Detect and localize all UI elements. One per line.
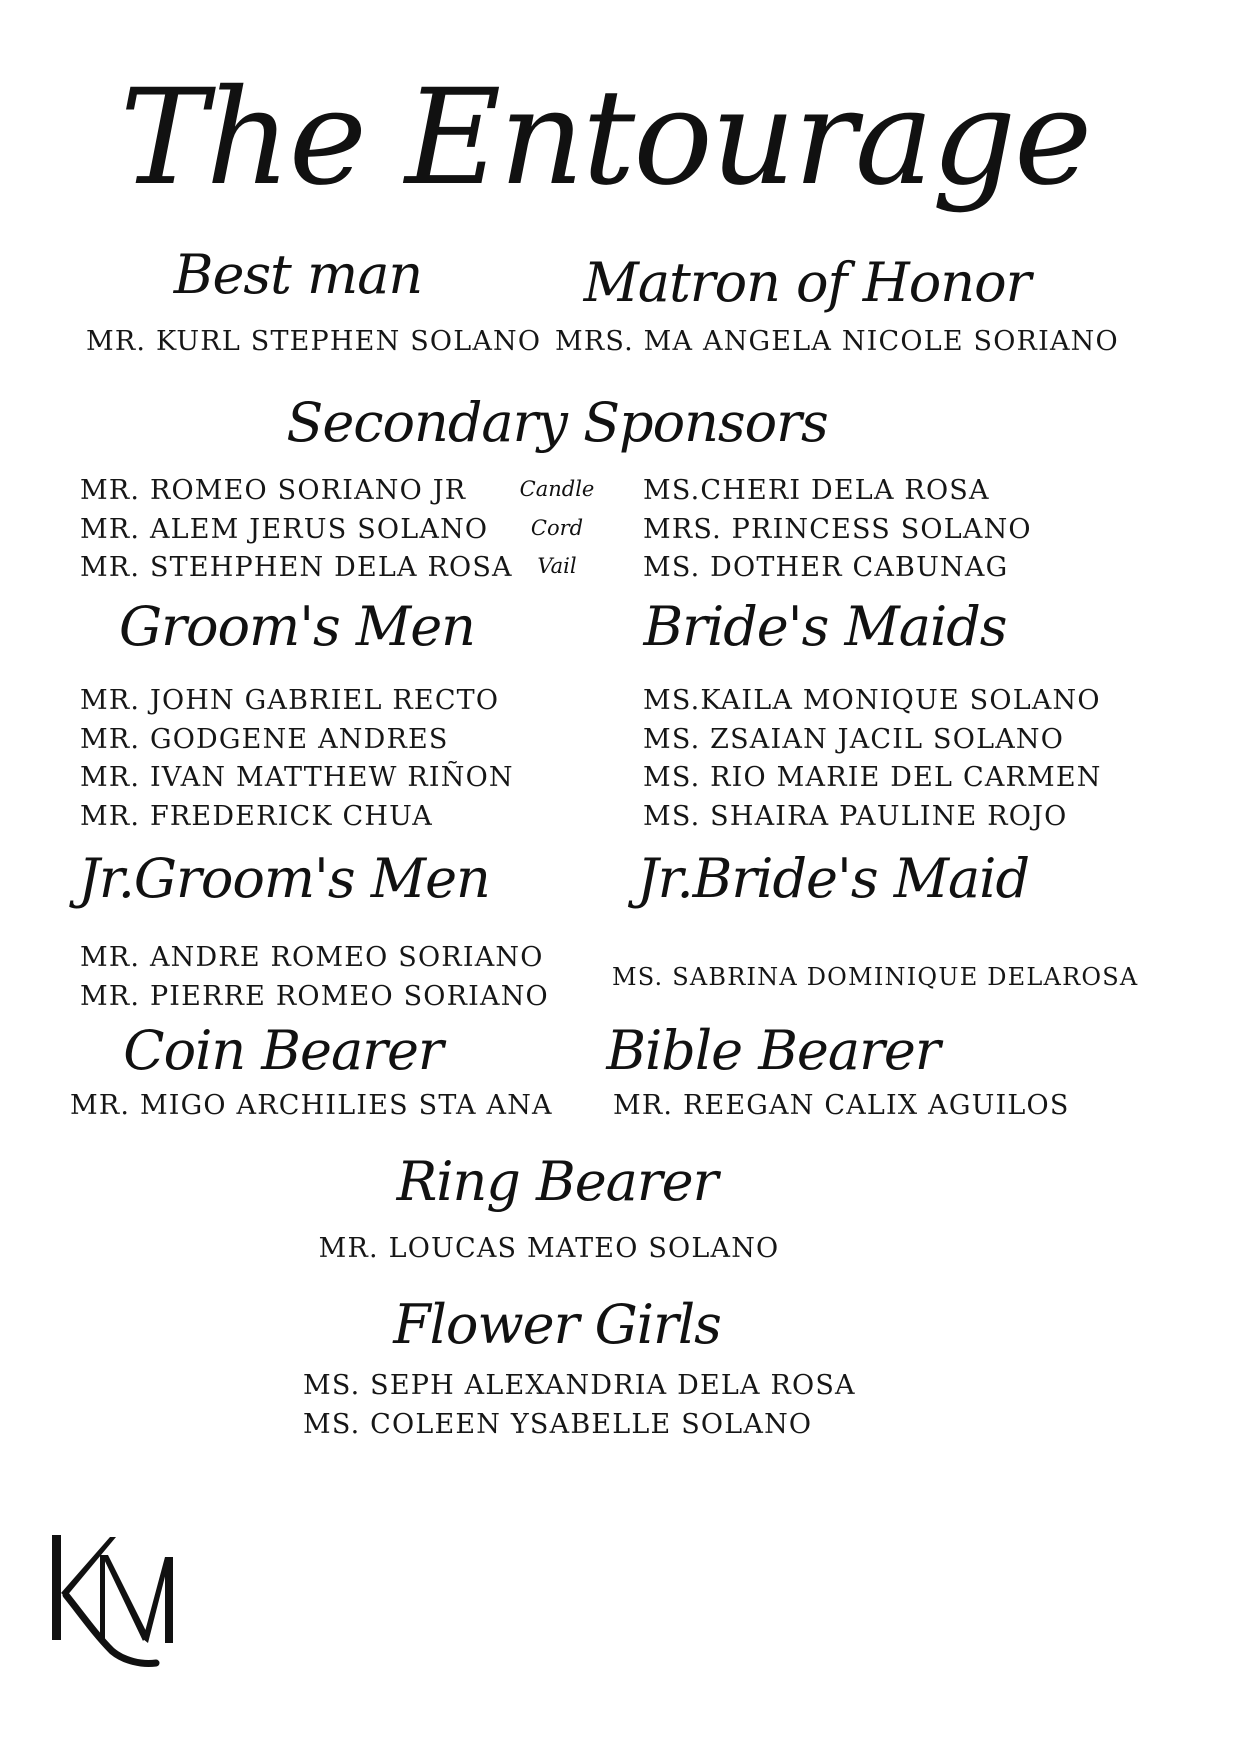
jr-brides-maid-list: [612, 958, 1138, 997]
list-item: MS. COLEEN YSABELLE SOLANO: [303, 1408, 813, 1440]
matron-of-honor-heading: Matron of Honor: [583, 251, 1031, 314]
list-item: MR. MIGO ARCHILIES STA ANA: [70, 1090, 553, 1121]
list-item: MR. IVAN MATTHEW RIÑON: [80, 762, 514, 793]
jr-grooms-men-heading: Jr.Groom's Men: [78, 847, 490, 910]
list-item: MS. RIO MARIE DEL CARMEN: [643, 762, 1102, 793]
page-title: The Entourage: [119, 61, 1091, 215]
list-item: MR. KURL STEPHEN SOLANO: [86, 326, 542, 357]
bible-bearer-heading: Bible Bearer: [606, 1019, 940, 1082]
best-man-heading: Best man: [173, 243, 423, 306]
coin-bearer-heading: Coin Bearer: [123, 1019, 443, 1082]
secondary-sponsors-items: [502, 470, 612, 586]
list-item: MR. FREDERICK CHUA: [80, 800, 433, 832]
list-item: MR. ANDRE ROMEO SORIANO: [80, 942, 544, 973]
list-item: MS. SEPH ALEXANDRIA DELA ROSA: [303, 1370, 856, 1401]
secondary-sponsors-heading: Secondary Sponsors: [286, 391, 828, 454]
list-item: MS.KAILA MONIQUE SOLANO: [643, 685, 1101, 716]
list-item: MR. PIERRE ROMEO SORIANO: [80, 980, 549, 1012]
brides-maids-list: [643, 682, 1102, 836]
secondary-sponsors-right-list: [643, 472, 1032, 588]
list-item: MR. JOHN GABRIEL RECTO: [80, 685, 500, 716]
list-item: MS. SHAIRA PAULINE ROJO: [643, 800, 1068, 832]
sponsor-item-vail: Vail: [537, 554, 577, 578]
matron-of-honor-list: [555, 323, 1119, 362]
brides-maids-heading: Bride's Maids: [643, 595, 1007, 658]
list-item: MS.CHERI DELA ROSA: [643, 475, 990, 506]
km-monogram-icon: [52, 1535, 212, 1695]
list-item: MS. ZSAIAN JACIL SOLANO: [643, 723, 1065, 755]
sponsor-item-candle: Candle: [519, 477, 595, 501]
bible-bearer-list: [613, 1087, 1070, 1126]
best-man-list: [86, 323, 541, 362]
list-item: MRS. MA ANGELA NICOLE SORIANO: [555, 326, 1119, 357]
coin-bearer-list: [70, 1087, 553, 1126]
list-item: MR. GODGENE ANDRES: [80, 723, 449, 755]
list-item: MR. STEHPHEN DELA ROSA: [80, 552, 513, 583]
sponsor-item-cord: Cord: [530, 515, 584, 540]
grooms-men-list: [80, 682, 514, 836]
secondary-sponsors-left-list: [80, 472, 513, 588]
jr-brides-maid-heading: Jr.Bride's Maid: [636, 847, 1030, 910]
list-item: MS. DOTHER CABUNAG: [643, 552, 1009, 583]
grooms-men-heading: Groom's Men: [119, 595, 475, 658]
list-item: MR. ALEM JERUS SOLANO: [80, 513, 489, 545]
list-item: MR. REEGAN CALIX AGUILOS: [613, 1090, 1070, 1121]
jr-grooms-men-list: [80, 939, 549, 1016]
list-item: MS. SABRINA DOMINIQUE DELAROSA: [612, 963, 1139, 991]
flower-girls-list: [303, 1367, 856, 1444]
list-item: MR. ROMEO SORIANO JR: [80, 475, 467, 506]
list-item: MR. LOUCAS MATEO SOLANO: [318, 1233, 780, 1264]
ring-bearer-heading: Ring Bearer: [396, 1150, 718, 1213]
flower-girls-heading: Flower Girls: [393, 1293, 721, 1356]
list-item: MRS. PRINCESS SOLANO: [643, 513, 1032, 545]
ring-bearer-list: [319, 1230, 780, 1269]
